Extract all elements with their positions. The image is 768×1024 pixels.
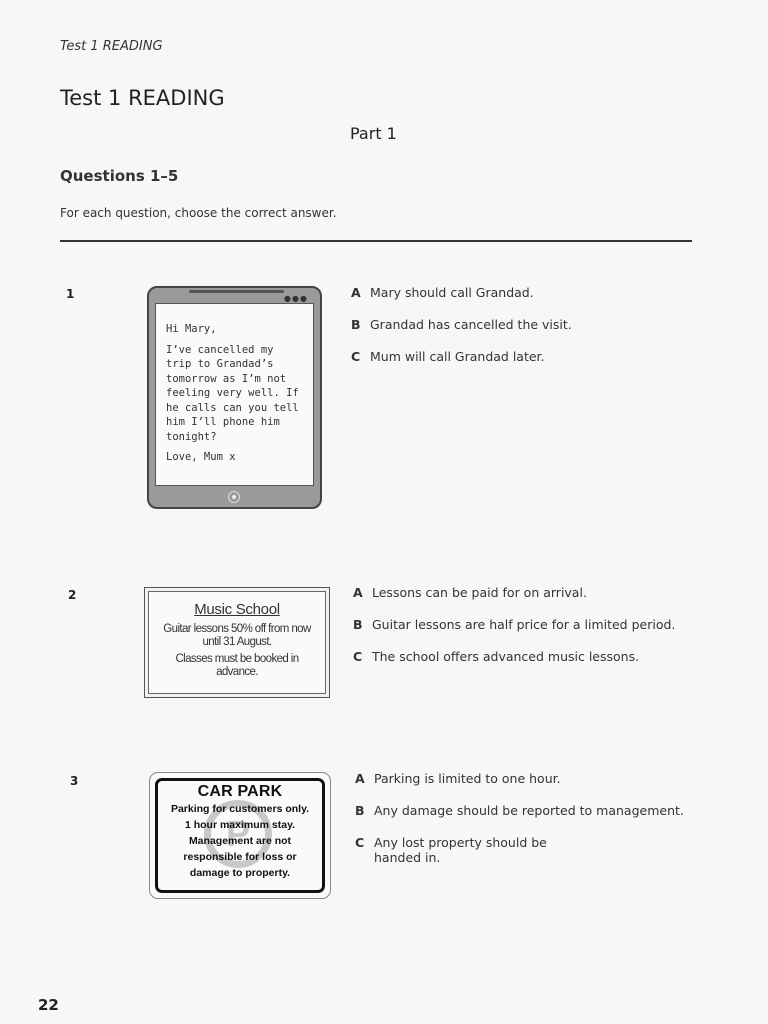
page-title: Test 1 READING [60, 86, 225, 110]
questions-heading: Questions 1–5 [60, 167, 179, 185]
sign-line-2: Classes must be booked in advance. [175, 653, 299, 678]
option-c[interactable]: C Any lost property should be handed in. [355, 835, 547, 865]
music-school-sign [144, 587, 330, 698]
question-number-3: 3 [70, 774, 79, 788]
instruction-text: For each question, choose the correct answer. [60, 206, 337, 220]
part-heading: Part 1 [350, 124, 397, 143]
tablet-camera-dots: ●●● [284, 294, 308, 303]
message-signoff: Love, Mum x [166, 451, 236, 463]
text-message [155, 303, 314, 486]
message-body: I’ve cancelled my trip to Grandad’s tomorrow as I’m not feeling very well. If he calls can you tell him I’ll phone him tonight? [166, 343, 299, 443]
options-q1 [351, 285, 670, 364]
option-c[interactable]: C Mum will call Grandad later. [351, 349, 545, 364]
option-a[interactable]: A Mary should call Grandad. [351, 285, 534, 300]
tablet-illustration [147, 286, 322, 509]
sign-line: Management are not [188, 835, 292, 847]
option-a[interactable]: A Lessons can be paid for on arrival. [353, 585, 587, 600]
sign-title: CAR PARK [197, 783, 283, 800]
divider [60, 240, 692, 242]
option-a[interactable]: A Parking is limited to one hour. [355, 771, 561, 786]
message-greeting: Hi Mary, [166, 323, 217, 335]
home-button-icon [228, 491, 240, 503]
option-b[interactable]: B Any damage should be reported to management. [355, 803, 684, 818]
options-q3 [355, 771, 694, 865]
sign-line: Parking for customers only. [170, 803, 310, 815]
car-park-sign [149, 772, 331, 899]
options-q2 [353, 585, 692, 664]
option-b[interactable]: B Guitar lessons are half price for a limited period. [353, 617, 676, 632]
question-number-2: 2 [68, 588, 77, 602]
sign-line-1: Guitar lessons 50% off from now until 31 August. [163, 623, 311, 648]
sign-line: 1 hour maximum stay. [184, 819, 296, 831]
sign-title: Music School [194, 601, 280, 618]
running-head: Test 1 READING [60, 39, 163, 54]
sign-line: responsible for loss or [183, 851, 297, 863]
option-b[interactable]: B Grandad has cancelled the visit. [351, 317, 572, 332]
question-number-1: 1 [66, 287, 75, 301]
tablet-speaker [189, 290, 284, 293]
page-number: 22 [38, 996, 59, 1014]
sign-line: damage to property. [189, 867, 291, 879]
parking-watermark-icon: P [204, 800, 272, 868]
option-c[interactable]: C The school offers advanced music lessons. [353, 649, 640, 664]
